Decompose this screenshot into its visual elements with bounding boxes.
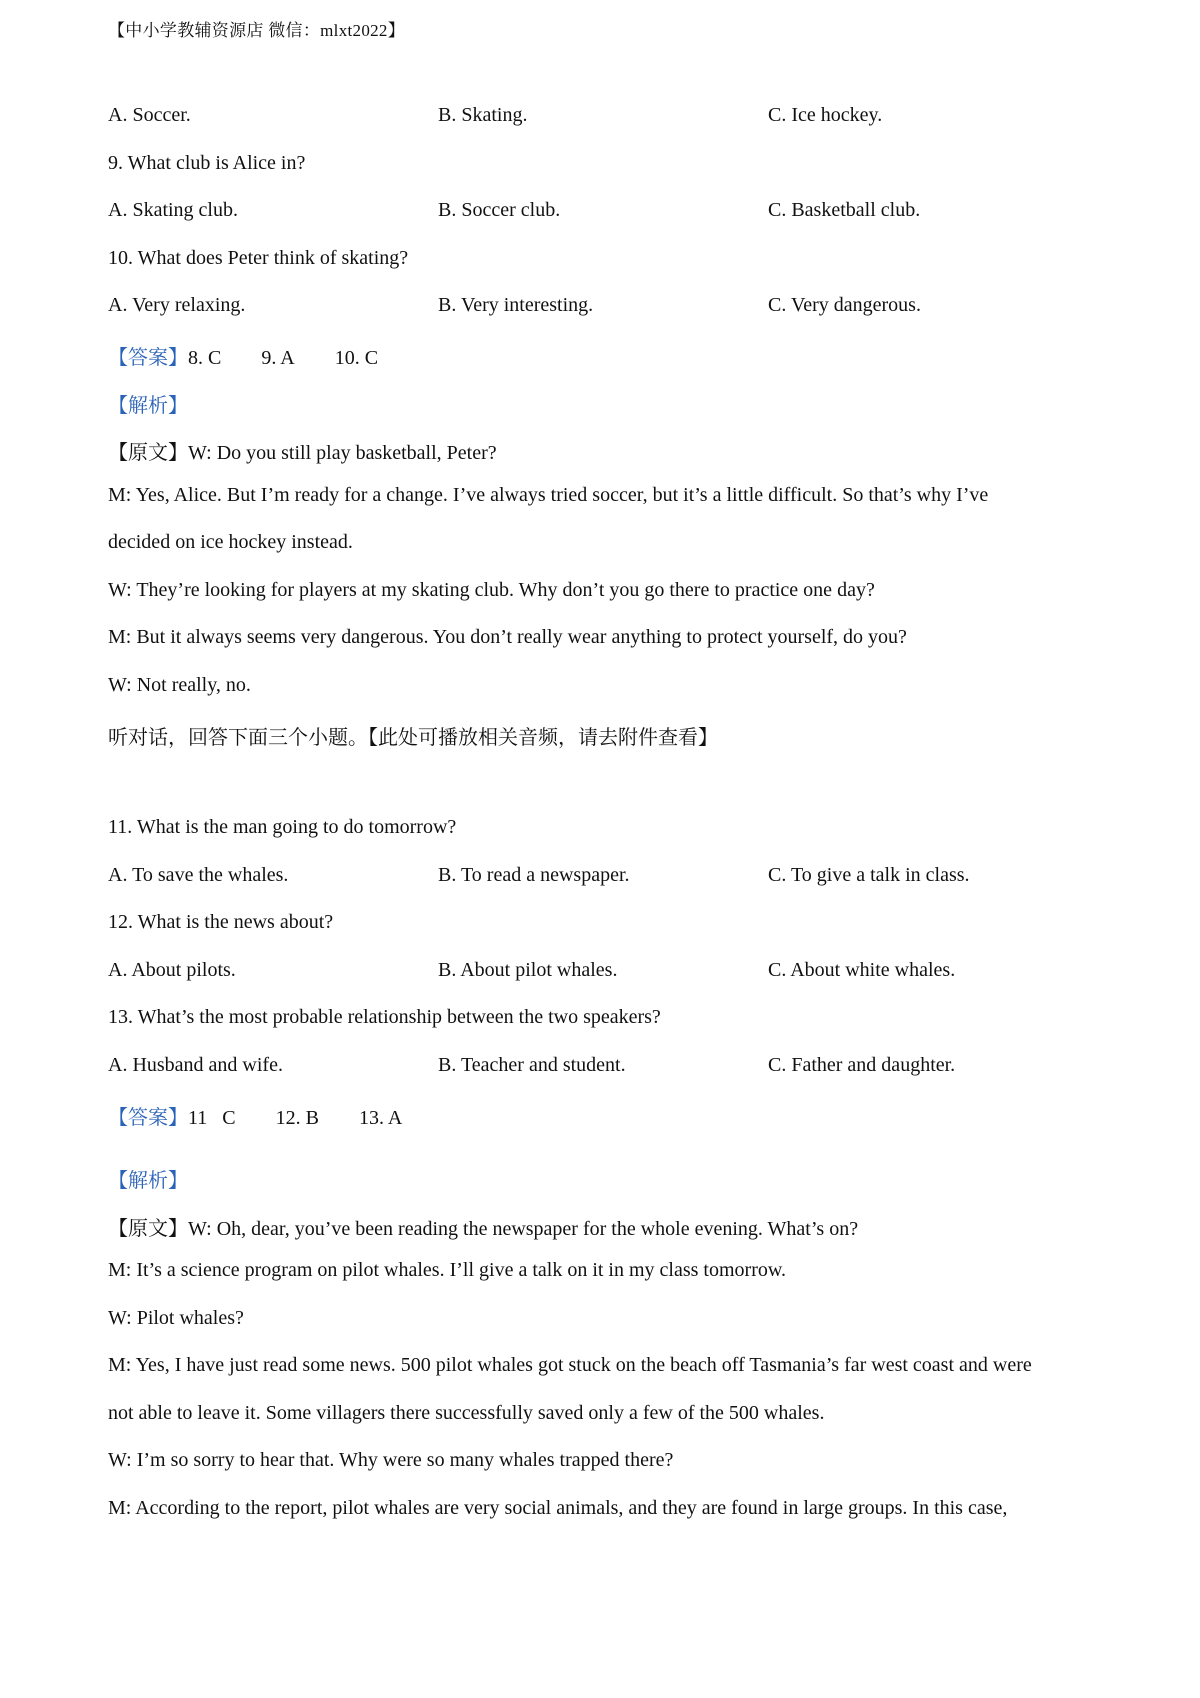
q11-option-c: C. To give a talk in class. [768, 864, 970, 886]
answer-item: 11 C [188, 1107, 236, 1129]
answer-line-2 [108, 1101, 402, 1130]
q12-question: 12. What is the news about? [108, 911, 334, 933]
q13-option-c: C. Father and daughter. [768, 1054, 956, 1076]
page-header: 【中小学教辅资源店 微信：mlxt2022】 [108, 21, 406, 40]
q9-option-a: A. Skating club. [108, 199, 238, 221]
q11-option-a: A. To save the whales. [108, 864, 289, 886]
transcript-line: W: They’re looking for players at my skating club. Why don’t you go there to practice one day? [108, 579, 875, 601]
q10-option-c: C. Very dangerous. [768, 294, 921, 316]
q13-question: 13. What’s the most probable relationship between the two speakers? [108, 1006, 661, 1028]
transcript-line: not able to leave it. Some villagers there successfully saved only a few of the 500 whales. [108, 1402, 825, 1424]
transcript-line: M: Yes, Alice. But I’m ready for a change. I’ve always tried soccer, but it’s a little difficult. So that’s why I’ve [108, 484, 989, 506]
transcript-line: M: It’s a science program on pilot whales. I’ll give a talk on it in my class tomorrow. [108, 1259, 786, 1281]
answer-item: 12. B [275, 1107, 319, 1129]
q10-option-b: B. Very interesting. [438, 294, 594, 316]
answer-item: 10. C [334, 347, 379, 369]
q8-option-a: A. Soccer. [108, 104, 191, 126]
q12-option-c: C. About white whales. [768, 959, 956, 981]
q12-option-b: B. About pilot whales. [438, 959, 618, 981]
transcript-line: W: Pilot whales? [108, 1307, 244, 1329]
answer-tag: 【答案】 [108, 347, 188, 369]
transcript-line: M: But it always seems very dangerous. You don’t really wear anything to protect yourself, do you? [108, 626, 907, 648]
q9-option-b: B. Soccer club. [438, 199, 561, 221]
q9-option-c: C. Basketball club. [768, 199, 921, 221]
q9-question: 9. What club is Alice in? [108, 152, 306, 174]
transcript-line: M: According to the report, pilot whales are very social animals, and they are found in large groups. In this case, [108, 1497, 1008, 1519]
analysis-tag-2 [108, 1164, 188, 1193]
answer-item: 9. A [261, 347, 295, 369]
transcript-2-lead: 【原文】W: Oh, dear, you’ve been reading the newspaper for the whole evening. What’s on? [108, 1218, 859, 1240]
answer-line-1 [108, 341, 378, 370]
transcript-1-lead: 【原文】W: Do you still play basketball, Peter? [108, 442, 497, 464]
q8-option-c: C. Ice hockey. [768, 104, 883, 126]
q11-option-b: B. To read a newspaper. [438, 864, 630, 886]
transcript-line: W: I’m so sorry to hear that. Why were so many whales trapped there? [108, 1449, 674, 1471]
transcript-line: W: Not really, no. [108, 674, 251, 696]
analysis-tag: 【解析】 [108, 395, 188, 417]
q13-option-b: B. Teacher and student. [438, 1054, 626, 1076]
answer-tag: 【答案】 [108, 1107, 188, 1129]
q11-question: 11. What is the man going to do tomorrow? [108, 816, 457, 838]
q10-question: 10. What does Peter think of skating? [108, 247, 409, 269]
analysis-tag: 【解析】 [108, 1170, 188, 1192]
q12-option-a: A. About pilots. [108, 959, 236, 981]
answer-item: 13. A [358, 1107, 403, 1129]
answer-item: 8. C [188, 347, 222, 369]
analysis-tag-1 [108, 389, 188, 418]
q8-option-b: B. Skating. [438, 104, 528, 126]
q13-option-a: A. Husband and wife. [108, 1054, 283, 1076]
q10-option-a: A. Very relaxing. [108, 294, 246, 316]
transcript-line: M: Yes, I have just read some news. 500 pilot whales got stuck on the beach off Tasmania’s far west coast and were [108, 1354, 1032, 1376]
listening-instruction: 听对话，回答下面三个小题。【此处可播放相关音频，请去附件查看】 [108, 727, 718, 749]
transcript-line: decided on ice hockey instead. [108, 531, 353, 553]
